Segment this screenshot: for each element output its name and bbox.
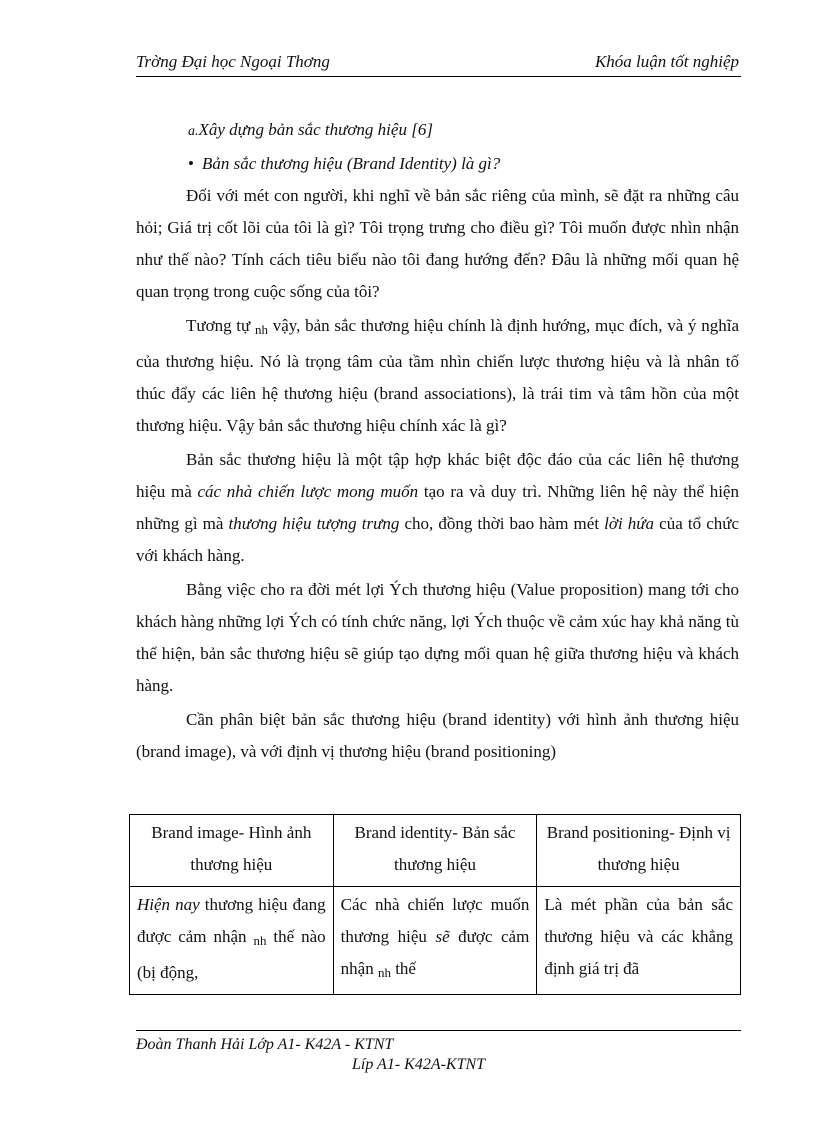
- footer-class: Líp A1- K42A-KTNT: [352, 1056, 486, 1073]
- paragraph-3-part-4: của tổ chức với khách hàng.: [136, 514, 739, 565]
- bullet-text: Bản sắc thương hiệu (Brand Identity) là gì?: [201, 154, 501, 173]
- cell-text-2: được cảm nhận: [340, 927, 530, 978]
- bullet-item: [136, 148, 739, 180]
- footer-divider: [136, 1030, 741, 1031]
- cell-text: Các nhà chiến lược muốn thương hiệu: [340, 895, 530, 946]
- cell-small: nh: [377, 965, 391, 980]
- paragraph-3-italic-3: lời hứa: [604, 514, 655, 533]
- header-title: Khóa luận tốt nghiệp: [594, 52, 739, 71]
- cell-text: thương hiệu đang được cảm nhận: [137, 895, 326, 946]
- table-cell-identity: [333, 887, 537, 995]
- paragraph-2: [136, 310, 739, 442]
- cell-text-end: thế nào (bị động,: [137, 927, 326, 982]
- paragraph-4: Bằng việc cho ra đời mét lợi Ých thương hiệu (Value proposition) mang tới cho khách hàng những lợi Ých có tính chức năng, lợi Ých thuộc về cảm xúc hay khả năng tù thể hiện, bản sắc thương hiệu sẽ giúp tạo dựng mối quan hệ giữa thương hiệu và khách hàng.: [136, 580, 739, 695]
- paragraph-3-part-3: cho, đồng thời bao hàm mét: [399, 514, 605, 533]
- section-heading: [136, 114, 739, 148]
- bullet-icon: •: [188, 154, 194, 173]
- paragraph-3-italic-1: các nhà chiến lược mong muốn: [197, 482, 419, 501]
- table-header-row: [130, 815, 741, 887]
- section-marker: a.: [188, 124, 199, 139]
- page-body: [136, 114, 739, 768]
- cell-italic: sẽ: [435, 927, 450, 946]
- table-header-cell: Brand positioning- Định vị thương hiệu: [537, 815, 741, 887]
- table-cell-positioning: Là mét phần của bản sắc thương hiệu và các khẳng định giá trị đã: [537, 887, 741, 995]
- table-cell-image: [130, 887, 334, 995]
- comparison-table: [129, 814, 741, 995]
- paragraph-3: [136, 444, 739, 572]
- footer-author: Đoàn Thanh Hải Lớp A1- K42A - KTNT: [136, 1036, 394, 1053]
- paragraph-3-part-1: Bản sắc thương hiệu là một tập hợp khác biệt độc đáo của các liên hệ thương hiệu mà: [136, 450, 739, 501]
- paragraph-3-part-2: tạo ra và duy trì. Những liên hệ này thể hiện những gì mà: [136, 482, 739, 533]
- paragraph-5: Cần phân biệt bản sắc thương hiệu (brand identity) với hình ảnh thương hiệu (brand image), và với định vị thương hiệu (brand positioning): [136, 710, 739, 761]
- table-header-cell: Brand image- Hình ảnh thương hiệu: [130, 815, 334, 887]
- page-header: [136, 52, 741, 77]
- paragraph-2-part-1: Tương tự: [186, 316, 251, 335]
- header-school: Trờng Đại học Ngoại Thơng: [136, 52, 330, 71]
- paragraph-2-small: nh: [254, 322, 268, 337]
- paragraph-2-part-2: vậy, bản sắc thương hiệu chính là định hướng, mục đích, và ý nghĩa của thương hiệu. Nó là trọng tâm của tầm nhìn chiến lược thương hiệu và là nhân tố thúc đẩy các liên hệ thương hiệu (brand associations), là trái tim và tâm hồn của một thương hiệu. Vậy bản sắc thương hiệu chính xác là gì?: [136, 316, 739, 435]
- section-title: Xây dựng bản sắc thương hiệu [6]: [198, 120, 433, 139]
- table-row: [130, 887, 741, 995]
- table-header-cell: Brand identity- Bản sắc thương hiệu: [333, 815, 537, 887]
- cell-small: nh: [253, 933, 267, 948]
- paragraph-3-italic-2: thương hiệu tượng trưng: [228, 514, 400, 533]
- cell-italic: Hiện nay: [137, 895, 200, 914]
- cell-text-end: thế: [390, 959, 416, 978]
- paragraph-1: Đối với mét con người, khi nghĩ về bản sắc riêng của mình, sẽ đặt ra những câu hỏi; Giá trị cốt lõi của tôi là gì? Tôi trọng trưng cho điều gì? Tôi muốn được nhìn nhận như thế nào? Tính cách tiêu biểu nào tôi đang hướng đến? Đâu là những mối quan hệ quan trọng trong cuộc sống của tôi?: [136, 186, 739, 301]
